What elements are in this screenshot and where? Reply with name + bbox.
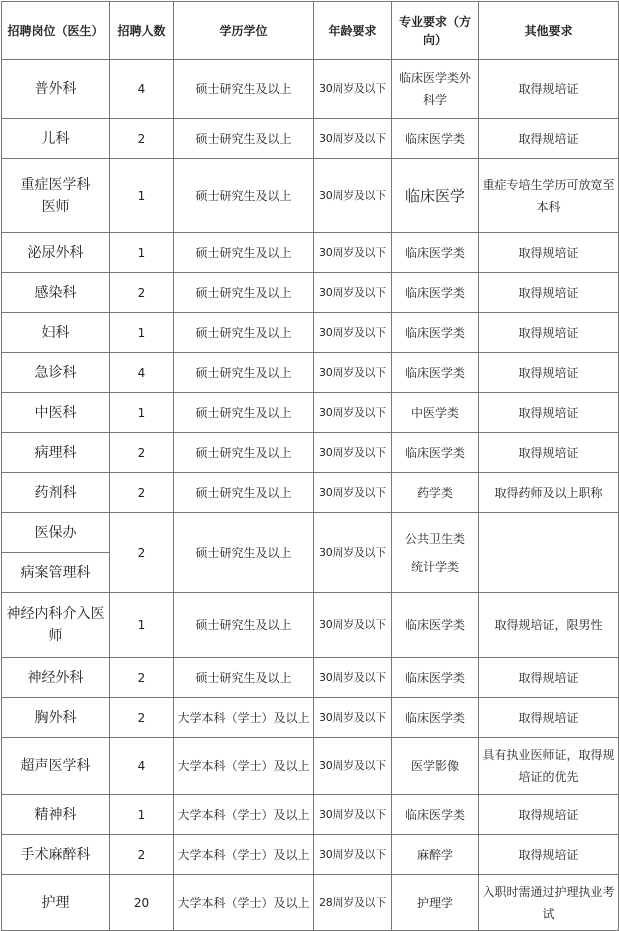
table-row (2, 273, 619, 313)
cell-education: 硕士研究生及以上 (174, 119, 314, 159)
table-row (2, 698, 619, 738)
cell-age: 30周岁及以下 (314, 795, 392, 835)
cell-major: 护理学 (392, 875, 479, 931)
cell-education: 大学本科（学士）及以上 (174, 875, 314, 931)
cell-other: 取得规培证，限男性 (479, 593, 619, 658)
cell-education: 硕士研究生及以上 (174, 313, 314, 353)
table-row (2, 658, 619, 698)
header-position: 招聘岗位（医生） (2, 2, 110, 60)
cell-count: 1 (110, 233, 174, 273)
cell-other: 入职时需通过护理执业考试 (479, 875, 619, 931)
cell-age: 28周岁及以下 (314, 875, 392, 931)
cell-age: 30周岁及以下 (314, 393, 392, 433)
cell-major: 临床医学类外科学 (392, 60, 479, 119)
cell-count: 1 (110, 313, 174, 353)
cell-age: 30周岁及以下 (314, 658, 392, 698)
table-row (2, 353, 619, 393)
cell-position: 神经外科 (2, 658, 110, 698)
cell-education: 大学本科（学士）及以上 (174, 795, 314, 835)
table-row (2, 875, 619, 931)
cell-count: 2 (110, 473, 174, 513)
cell-other: 取得规培证 (479, 433, 619, 473)
cell-other: 取得规培证 (479, 119, 619, 159)
cell-major: 临床医学类 (392, 233, 479, 273)
table-row (2, 835, 619, 875)
cell-other: 取得规培证 (479, 233, 619, 273)
cell-count: 2 (110, 658, 174, 698)
cell-other: 取得规培证 (479, 658, 619, 698)
cell-education: 硕士研究生及以上 (174, 658, 314, 698)
cell-education: 硕士研究生及以上 (174, 159, 314, 233)
cell-education: 硕士研究生及以上 (174, 473, 314, 513)
cell-count: 1 (110, 593, 174, 658)
cell-major: 临床医学类 (392, 353, 479, 393)
cell-position: 儿科 (2, 119, 110, 159)
cell-position: 感染科 (2, 273, 110, 313)
cell-other: 取得规培证 (479, 698, 619, 738)
table-row (2, 473, 619, 513)
cell-major: 临床医学类 (392, 313, 479, 353)
table-row (2, 738, 619, 795)
cell-education: 硕士研究生及以上 (174, 233, 314, 273)
cell-education: 硕士研究生及以上 (174, 593, 314, 658)
header-age: 年龄要求 (314, 2, 392, 60)
cell-count: 2 (110, 698, 174, 738)
cell-other: 取得规培证 (479, 795, 619, 835)
header-count: 招聘人数 (110, 2, 174, 60)
cell-position: 手术麻醉科 (2, 835, 110, 875)
cell-other: 取得规培证 (479, 835, 619, 875)
major-line-public-health: 公共卫生类 (404, 531, 465, 546)
table-row (2, 60, 619, 119)
cell-count: 2 (110, 433, 174, 473)
cell-major: 临床医学 (392, 159, 479, 233)
cell-count: 1 (110, 393, 174, 433)
cell-count: 1 (110, 159, 174, 233)
cell-age: 30周岁及以下 (314, 60, 392, 119)
table-row (2, 513, 619, 553)
cell-age: 30周岁及以下 (314, 433, 392, 473)
cell-position: 普外科 (2, 60, 110, 119)
cell-count: 2 (110, 273, 174, 313)
cell-age: 30周岁及以下 (314, 698, 392, 738)
cell-position: 病案管理科 (2, 553, 110, 593)
cell-position: 病理科 (2, 433, 110, 473)
cell-major: 临床医学类 (392, 658, 479, 698)
table-row (2, 433, 619, 473)
cell-other: 取得规培证 (479, 60, 619, 119)
cell-position: 精神科 (2, 795, 110, 835)
cell-education: 大学本科（学士）及以上 (174, 738, 314, 795)
cell-major: 麻醉学 (392, 835, 479, 875)
cell-other: 具有执业医师证，取得规培证的优先 (479, 738, 619, 795)
cell-education: 硕士研究生及以上 (174, 433, 314, 473)
cell-count: 2 (110, 119, 174, 159)
cell-other: 重症专培生学历可放宽至本科 (479, 159, 619, 233)
cell-count: 2 (110, 513, 174, 593)
table-row (2, 159, 619, 233)
cell-position: 泌尿外科 (2, 233, 110, 273)
cell-major: 临床医学类 (392, 433, 479, 473)
header-education: 学历学位 (174, 2, 314, 60)
cell-other: 取得药师及以上职称 (479, 473, 619, 513)
table-row (2, 795, 619, 835)
cell-count: 2 (110, 835, 174, 875)
cell-education: 大学本科（学士）及以上 (174, 835, 314, 875)
cell-age: 30周岁及以下 (314, 593, 392, 658)
header-major: 专业要求（方向） (392, 2, 479, 60)
cell-other: 取得规培证 (479, 353, 619, 393)
cell-position: 护理 (2, 875, 110, 931)
cell-age: 30周岁及以下 (314, 273, 392, 313)
cell-age: 30周岁及以下 (314, 159, 392, 233)
cell-age: 30周岁及以下 (314, 353, 392, 393)
cell-major: 临床医学类 (392, 119, 479, 159)
table-row (2, 119, 619, 159)
cell-education: 硕士研究生及以上 (174, 393, 314, 433)
cell-major: 临床医学类 (392, 593, 479, 658)
cell-other (479, 513, 619, 593)
table-row (2, 393, 619, 433)
cell-position: 急诊科 (2, 353, 110, 393)
cell-major: 中医学类 (392, 393, 479, 433)
cell-age: 30周岁及以下 (314, 473, 392, 513)
cell-position: 医保办 (2, 513, 110, 553)
cell-position: 神经内科介入医师 (2, 593, 110, 658)
cell-education: 大学本科（学士）及以上 (174, 698, 314, 738)
cell-count: 4 (110, 60, 174, 119)
cell-count: 4 (110, 738, 174, 795)
cell-count: 20 (110, 875, 174, 931)
cell-age: 30周岁及以下 (314, 738, 392, 795)
cell-age: 30周岁及以下 (314, 835, 392, 875)
table-row (2, 233, 619, 273)
cell-position: 重症医学科医师 (2, 159, 110, 233)
cell-position: 妇科 (2, 313, 110, 353)
cell-position: 药剂科 (2, 473, 110, 513)
cell-major: 医学影像 (392, 738, 479, 795)
cell-age: 30周岁及以下 (314, 313, 392, 353)
cell-other: 取得规培证 (479, 273, 619, 313)
cell-age: 30周岁及以下 (314, 119, 392, 159)
cell-other: 取得规培证 (479, 313, 619, 353)
cell-position: 中医科 (2, 393, 110, 433)
recruitment-table (1, 1, 619, 931)
major-line-statistics: 统计学类 (410, 559, 459, 574)
cell-major: 药学类 (392, 473, 479, 513)
table-row (2, 593, 619, 658)
cell-education: 硕士研究生及以上 (174, 513, 314, 593)
cell-major (392, 513, 479, 593)
cell-major: 临床医学类 (392, 273, 479, 313)
cell-position: 胸外科 (2, 698, 110, 738)
cell-education: 硕士研究生及以上 (174, 273, 314, 313)
table-header-row (2, 2, 619, 60)
cell-other: 取得规培证 (479, 393, 619, 433)
cell-count: 1 (110, 795, 174, 835)
cell-age: 30周岁及以下 (314, 233, 392, 273)
cell-count: 4 (110, 353, 174, 393)
cell-age: 30周岁及以下 (314, 513, 392, 593)
cell-major: 临床医学类 (392, 795, 479, 835)
cell-position: 超声医学科 (2, 738, 110, 795)
table-row (2, 313, 619, 353)
cell-education: 硕士研究生及以上 (174, 60, 314, 119)
cell-major: 临床医学类 (392, 698, 479, 738)
header-other: 其他要求 (479, 2, 619, 60)
cell-education: 硕士研究生及以上 (174, 353, 314, 393)
